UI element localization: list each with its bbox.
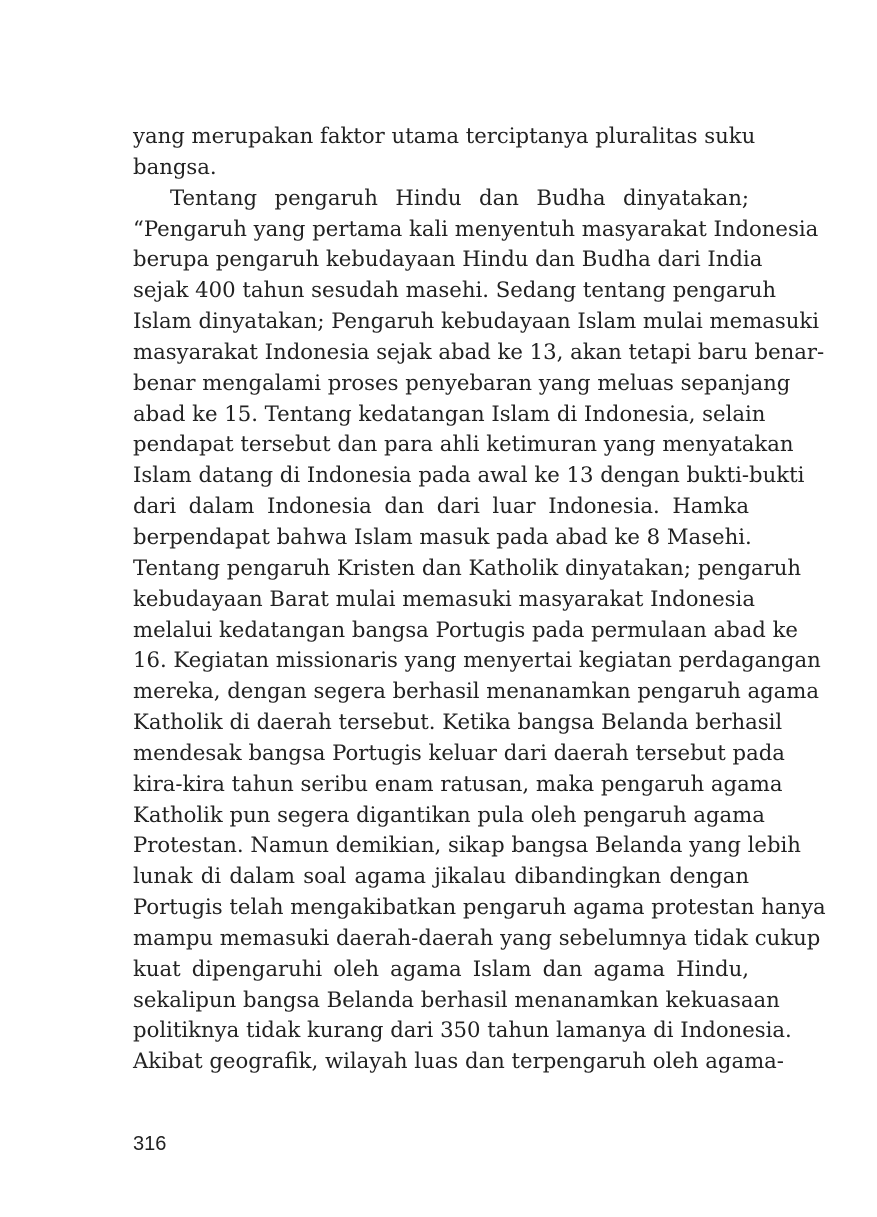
text-line: masyarakat Indonesia sejak abad ke 13, akan tetapi baru benar- — [133, 338, 825, 364]
body-text — [133, 121, 826, 1077]
text-line: sejak 400 tahun sesudah masehi. Sedang tentang pengaruh — [133, 277, 777, 303]
text-line: Katholik pun segera digantikan pula oleh pengaruh agama — [133, 801, 765, 827]
text-line: Tentang pengaruh Hindu dan Budha dinyatakan; — [170, 184, 749, 210]
text-line: Portugis telah mengakibatkan pengaruh agama protestan hanya — [133, 894, 826, 920]
text-line: Tentang pengaruh Kristen dan Katholik dinyatakan; pengaruh — [133, 554, 802, 580]
text-line: politiknya tidak kurang dari 350 tahun lamanya di Indonesia. — [133, 1017, 792, 1043]
text-line: pendapat tersebut dan para ahli ketimuran yang menyatakan — [133, 431, 794, 457]
text-line: mendesak bangsa Portugis keluar dari daerah tersebut pada — [133, 739, 785, 765]
text-line: berpendapat bahwa Islam masuk pada abad ke 8 Masehi. — [133, 523, 752, 549]
text-line: kira-kira tahun seribu enam ratusan, maka pengaruh agama — [133, 770, 783, 796]
text-line: Katholik di daerah tersebut. Ketika bangsa Belanda berhasil — [133, 709, 783, 735]
text-line: Akibat geografik, wilayah luas dan terpengaruh oleh agama- — [133, 1048, 784, 1074]
text-line: abad ke 15. Tentang kedatangan Islam di Indonesia, selain — [133, 400, 766, 426]
text-line: Islam dinyatakan; Pengaruh kebudayaan Islam mulai memasuki — [133, 308, 820, 334]
text-line: kebudayaan Barat mulai memasuki masyarakat Indonesia — [133, 585, 755, 611]
paragraph-2 — [133, 183, 826, 1077]
text-line: melalui kedatangan bangsa Portugis pada permulaan abad ke — [133, 616, 798, 642]
text-line: mereka, dengan segera berhasil menanamkan pengaruh agama — [133, 678, 820, 704]
page-number: 316 — [133, 1133, 167, 1155]
paragraph-1 — [133, 121, 756, 183]
text-line: “Pengaruh yang pertama kali menyentuh masyarakat Indonesia — [133, 215, 819, 241]
text-line: sekalipun bangsa Belanda berhasil menanamkan kekuasaan — [133, 986, 780, 1012]
text-line: benar mengalami proses penyebaran yang meluas sepanjang — [133, 369, 791, 395]
text-line: 16. Kegiatan missionaris yang menyertai kegiatan perdagangan — [133, 647, 821, 673]
text-line: berupa pengaruh kebudayaan Hindu dan Budha dari India — [133, 246, 763, 272]
text-line: yang merupakan faktor utama terciptanya pluralitas suku — [133, 123, 756, 148]
text-line: dari dalam Indonesia dan dari luar Indonesia. Hamka — [133, 493, 749, 519]
text-line: Islam datang di Indonesia pada awal ke 13 dengan bukti-bukti — [133, 462, 805, 488]
text-line: kuat dipengaruhi oleh agama Islam dan agama Hindu, — [133, 955, 749, 981]
text-line: Protestan. Namun demikian, sikap bangsa Belanda yang lebih — [133, 832, 801, 858]
text-line: bangsa. — [133, 153, 217, 179]
text-line: mampu memasuki daerah-daerah yang sebelumnya tidak cukup — [133, 924, 821, 950]
text-line: lunak di dalam soal agama jikalau dibandingkan dengan — [133, 863, 749, 889]
